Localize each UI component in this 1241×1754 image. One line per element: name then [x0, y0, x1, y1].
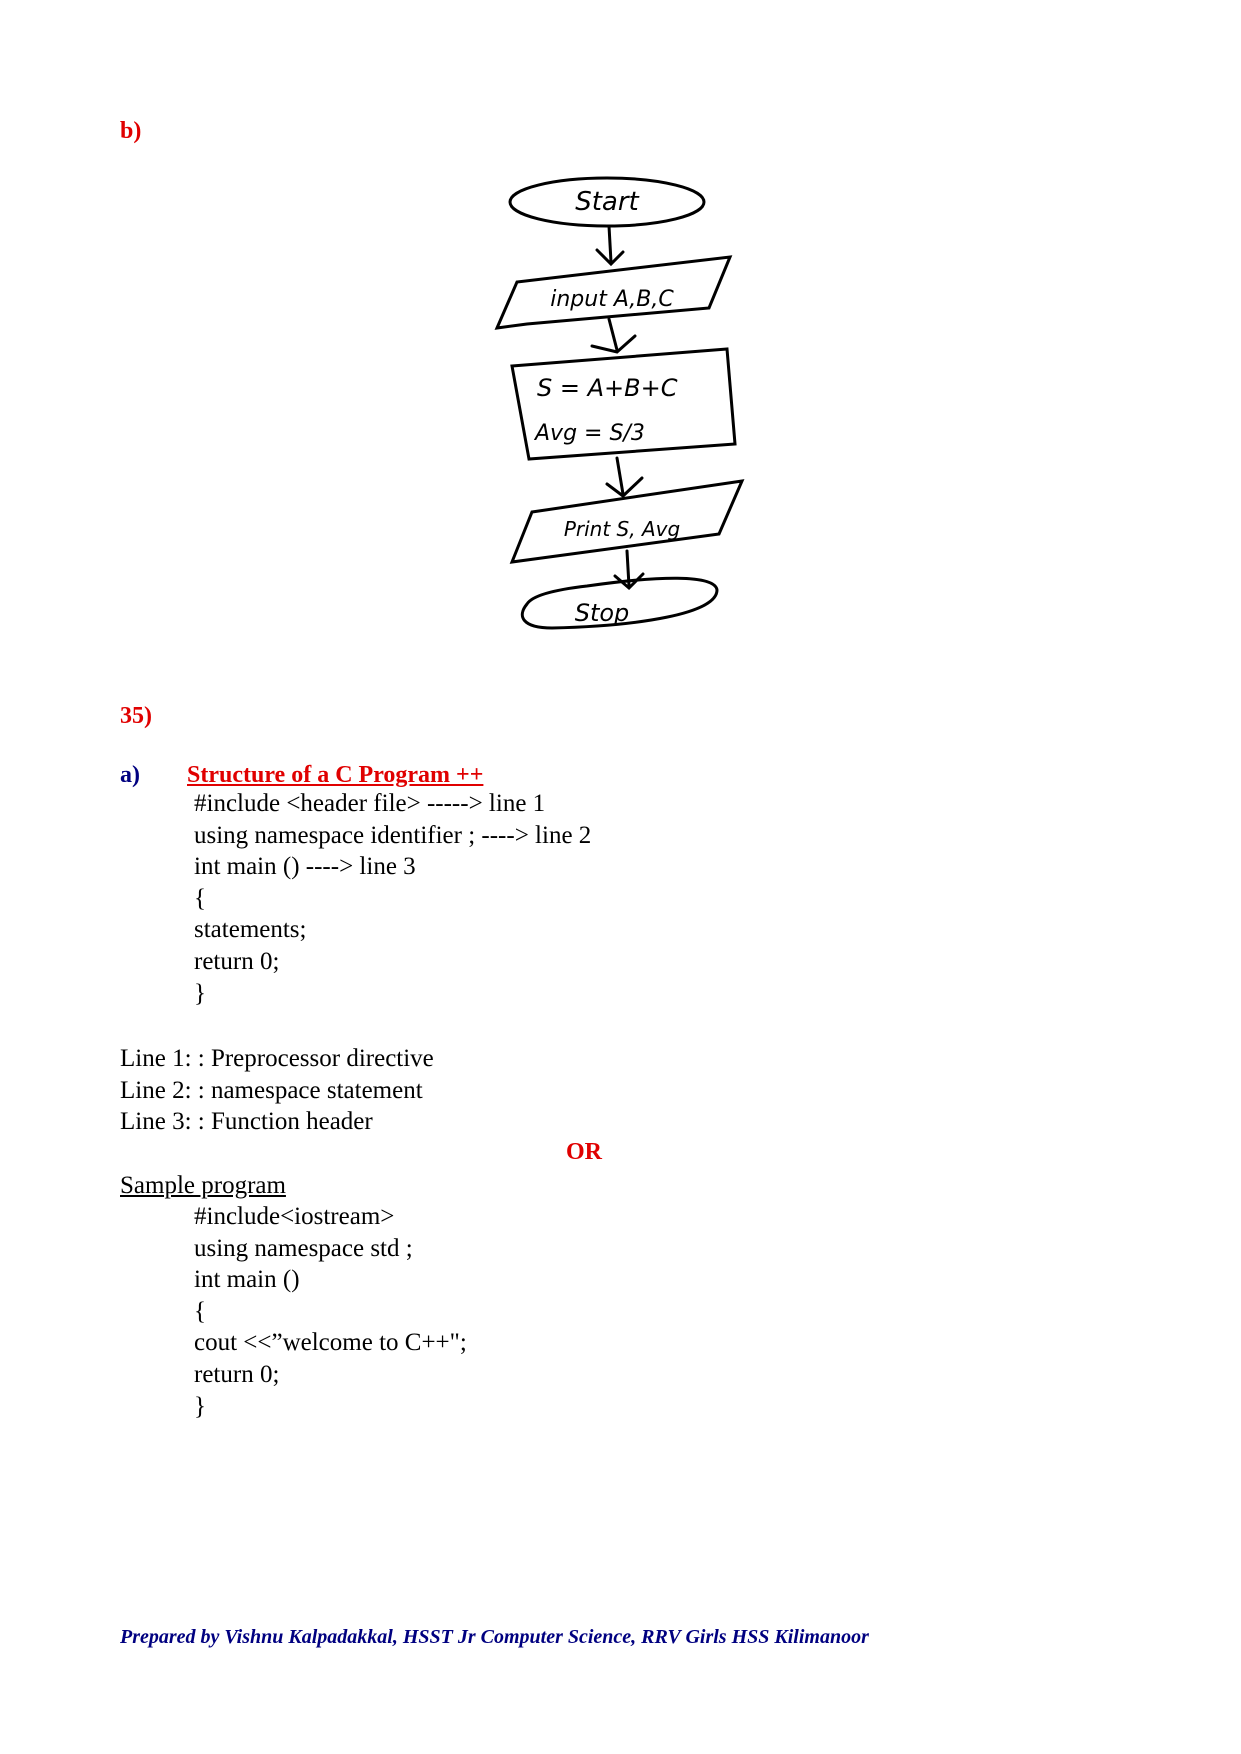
code-line: cout <<”welcome to C++"; [194, 1329, 467, 1357]
code-line: return 0; [194, 1360, 280, 1388]
code-line: int main () ----> line 3 [194, 853, 416, 881]
code-line: using namespace std ; [194, 1234, 413, 1262]
code-line: return 0; [194, 947, 280, 975]
output-text: Print S, Avg [563, 517, 681, 541]
code-line: #include <header file> -----> line 1 [194, 790, 546, 817]
code-line: { [194, 1297, 206, 1325]
structure-code-block [194, 788, 591, 1009]
code-line: } [194, 1392, 206, 1420]
code-line: } [194, 979, 206, 1007]
or-label: OR [566, 1139, 602, 1165]
explanation-line: Line 1: : Preprocessor directive [120, 1045, 434, 1072]
footer-credit: Prepared by Vishnu Kalpadakkal, HSST Jr Computer Science, RRV Girls HSS Kilimanoor [120, 1626, 869, 1648]
input-text: input A,B,C [550, 287, 674, 312]
code-line: using namespace identifier ; ----> line 2 [194, 821, 592, 849]
code-line: #include<iostream> [194, 1203, 395, 1230]
sample-code-block [194, 1201, 467, 1422]
start-text: Start [575, 187, 639, 217]
sample-program-heading: Sample program [120, 1172, 286, 1199]
code-line: int main () [194, 1266, 300, 1294]
part-b-label: b) [120, 118, 142, 144]
structure-heading: Structure of a C Program ++ [187, 762, 484, 788]
stop-text: Stop [574, 599, 630, 627]
flowchart-image [457, 126, 803, 652]
arrow-2 [592, 319, 635, 352]
arrow-1 [597, 226, 623, 264]
code-line: statements; [194, 916, 307, 944]
process-text-2: Avg = S/3 [535, 421, 645, 446]
question-35-label: 35) [120, 703, 152, 729]
arrow-3 [607, 458, 642, 496]
part-a-label: a) [120, 762, 140, 788]
explanations-block [120, 1043, 434, 1138]
explanation-line: Line 2: : namespace statement [120, 1076, 423, 1104]
process-text-1: S = A+B+C [537, 374, 678, 402]
code-line: { [194, 884, 206, 912]
explanation-line: Line 3: : Function header [120, 1108, 373, 1136]
